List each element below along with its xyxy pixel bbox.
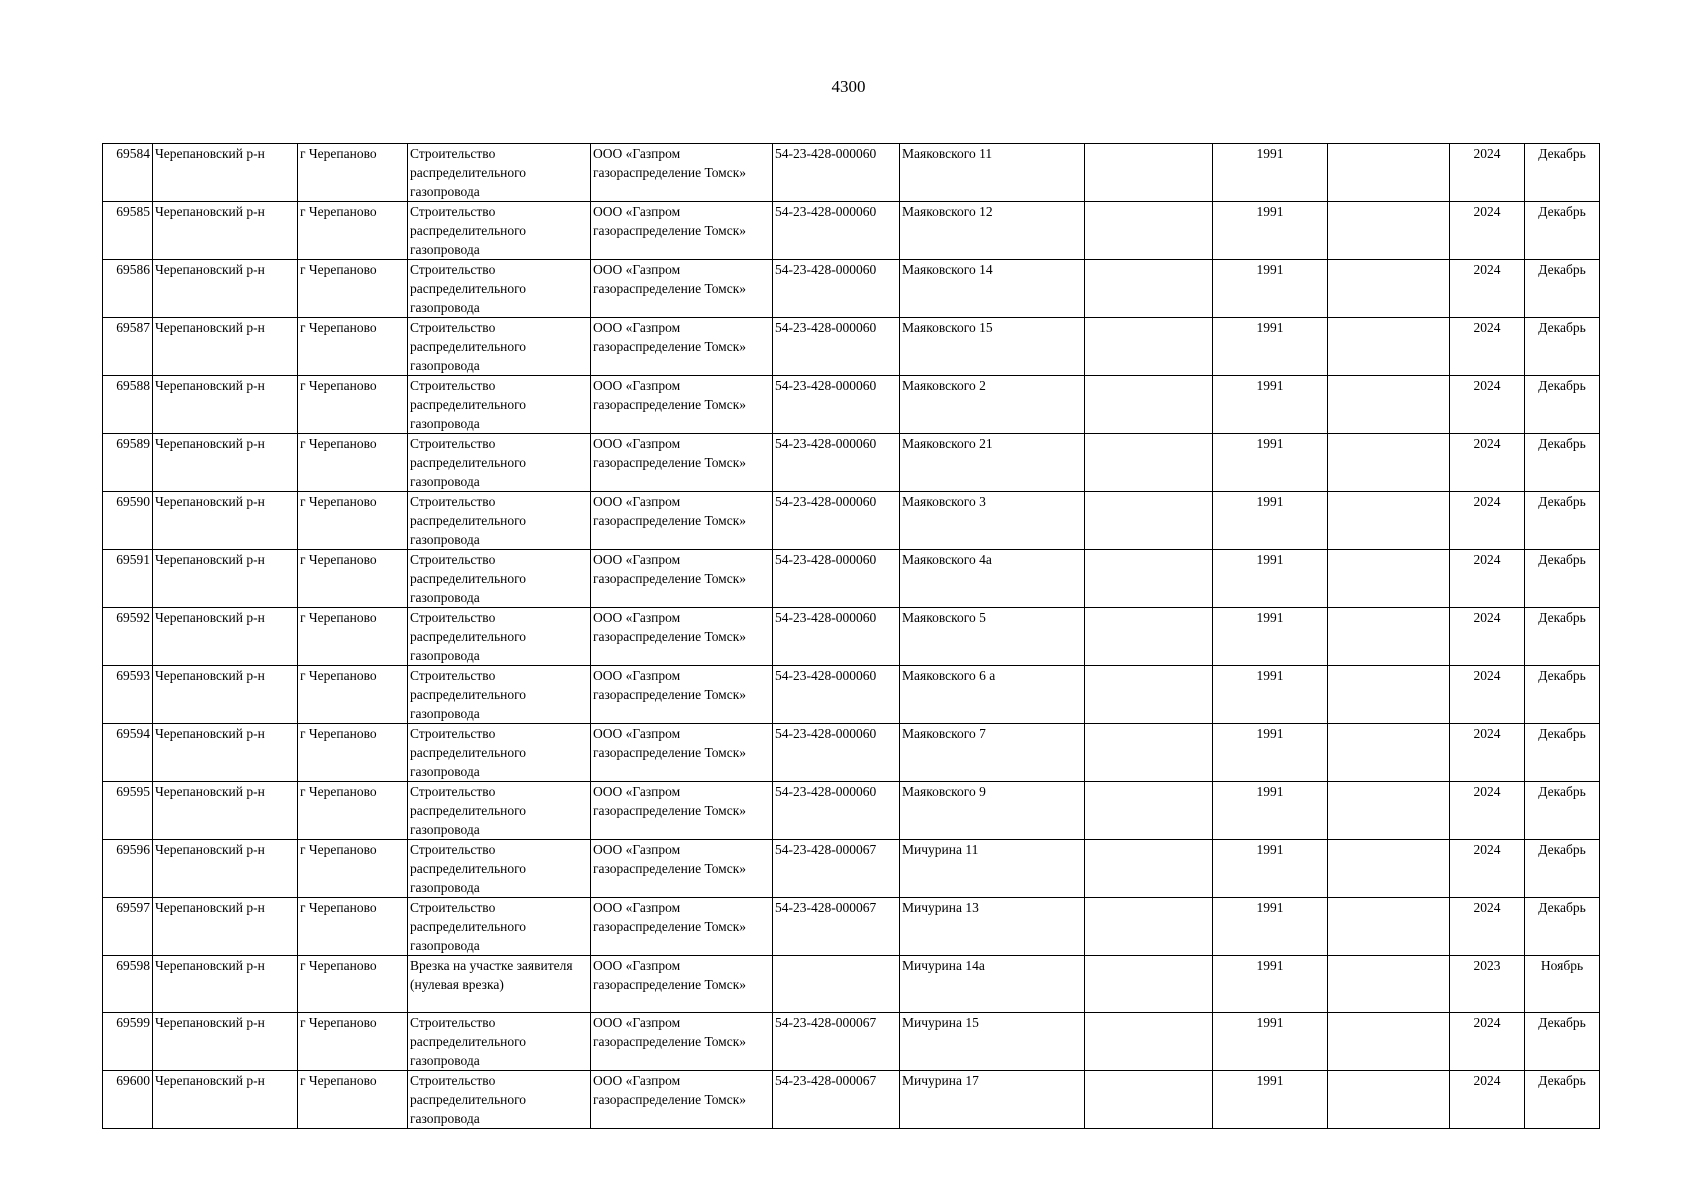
locality-cell: г Черепаново bbox=[298, 376, 408, 434]
object-code-cell: 54-23-428-000067 bbox=[773, 1071, 900, 1129]
empty-cell bbox=[1328, 666, 1450, 724]
table-row bbox=[103, 666, 1600, 724]
table-row bbox=[103, 1071, 1600, 1129]
work-type-cell: Строительство распределительного газопровода bbox=[408, 492, 591, 550]
page-number: 4300 bbox=[831, 77, 866, 96]
table-row bbox=[103, 1013, 1600, 1071]
empty-cell bbox=[1085, 144, 1213, 202]
year-cell: 1991 bbox=[1213, 260, 1328, 318]
locality-cell: г Черепаново bbox=[298, 492, 408, 550]
plan-year-cell: 2024 bbox=[1450, 666, 1525, 724]
empty-cell bbox=[1328, 898, 1450, 956]
empty-cell bbox=[1328, 608, 1450, 666]
empty-cell bbox=[1085, 492, 1213, 550]
object-code-cell: 54-23-428-000067 bbox=[773, 840, 900, 898]
work-type-cell: Строительство распределительного газопровода bbox=[408, 144, 591, 202]
row-number: 69599 bbox=[103, 1013, 153, 1071]
table-row bbox=[103, 898, 1600, 956]
empty-cell bbox=[1328, 724, 1450, 782]
district-cell: Черепановский р-н bbox=[153, 898, 298, 956]
object-code-cell bbox=[773, 956, 900, 1013]
address-cell: Маяковского 11 bbox=[900, 144, 1085, 202]
organization-cell: ООО «Газпром газораспределение Томск» bbox=[591, 202, 773, 260]
year-cell: 1991 bbox=[1213, 318, 1328, 376]
district-cell: Черепановский р-н bbox=[153, 434, 298, 492]
locality-cell: г Черепаново bbox=[298, 260, 408, 318]
empty-cell bbox=[1328, 260, 1450, 318]
work-type-cell: Строительство распределительного газопровода bbox=[408, 260, 591, 318]
organization-cell: ООО «Газпром газораспределение Томск» bbox=[591, 550, 773, 608]
organization-cell: ООО «Газпром газораспределение Томск» bbox=[591, 318, 773, 376]
empty-cell bbox=[1328, 144, 1450, 202]
table-row bbox=[103, 956, 1600, 1013]
plan-year-cell: 2024 bbox=[1450, 318, 1525, 376]
table-row bbox=[103, 492, 1600, 550]
row-number: 69590 bbox=[103, 492, 153, 550]
table-row bbox=[103, 260, 1600, 318]
year-cell: 1991 bbox=[1213, 666, 1328, 724]
month-cell: Декабрь bbox=[1525, 840, 1600, 898]
empty-cell bbox=[1328, 376, 1450, 434]
year-cell: 1991 bbox=[1213, 608, 1328, 666]
plan-year-cell: 2023 bbox=[1450, 956, 1525, 1013]
row-number: 69586 bbox=[103, 260, 153, 318]
plan-year-cell: 2024 bbox=[1450, 1071, 1525, 1129]
plan-year-cell: 2024 bbox=[1450, 376, 1525, 434]
row-number: 69593 bbox=[103, 666, 153, 724]
year-cell: 1991 bbox=[1213, 1013, 1328, 1071]
row-number: 69596 bbox=[103, 840, 153, 898]
object-code-cell: 54-23-428-000060 bbox=[773, 550, 900, 608]
locality-cell: г Черепаново bbox=[298, 956, 408, 1013]
empty-cell bbox=[1085, 318, 1213, 376]
month-cell: Декабрь bbox=[1525, 782, 1600, 840]
object-code-cell: 54-23-428-000060 bbox=[773, 202, 900, 260]
year-cell: 1991 bbox=[1213, 956, 1328, 1013]
table-row bbox=[103, 840, 1600, 898]
plan-year-cell: 2024 bbox=[1450, 782, 1525, 840]
organization-cell: ООО «Газпром газораспределение Томск» bbox=[591, 666, 773, 724]
table-row bbox=[103, 434, 1600, 492]
empty-cell bbox=[1085, 724, 1213, 782]
work-type-cell: Строительство распределительного газопровода bbox=[408, 1071, 591, 1129]
locality-cell: г Черепаново bbox=[298, 144, 408, 202]
address-cell: Мичурина 15 bbox=[900, 1013, 1085, 1071]
empty-cell bbox=[1085, 202, 1213, 260]
object-code-cell: 54-23-428-000060 bbox=[773, 608, 900, 666]
district-cell: Черепановский р-н bbox=[153, 202, 298, 260]
plan-year-cell: 2024 bbox=[1450, 434, 1525, 492]
table-row bbox=[103, 144, 1600, 202]
row-number: 69592 bbox=[103, 608, 153, 666]
empty-cell bbox=[1085, 782, 1213, 840]
row-number: 69595 bbox=[103, 782, 153, 840]
row-number: 69588 bbox=[103, 376, 153, 434]
object-code-cell: 54-23-428-000060 bbox=[773, 144, 900, 202]
empty-cell bbox=[1328, 1071, 1450, 1129]
object-code-cell: 54-23-428-000067 bbox=[773, 898, 900, 956]
organization-cell: ООО «Газпром газораспределение Томск» bbox=[591, 956, 773, 1013]
locality-cell: г Черепаново bbox=[298, 724, 408, 782]
year-cell: 1991 bbox=[1213, 434, 1328, 492]
row-number: 69584 bbox=[103, 144, 153, 202]
work-type-cell: Строительство распределительного газопровода bbox=[408, 376, 591, 434]
empty-cell bbox=[1085, 260, 1213, 318]
work-type-cell: Врезка на участке заявителя (нулевая врезка) bbox=[408, 956, 591, 1013]
empty-cell bbox=[1328, 956, 1450, 1013]
work-type-cell: Строительство распределительного газопровода bbox=[408, 202, 591, 260]
year-cell: 1991 bbox=[1213, 724, 1328, 782]
organization-cell: ООО «Газпром газораспределение Томск» bbox=[591, 1013, 773, 1071]
organization-cell: ООО «Газпром газораспределение Томск» bbox=[591, 782, 773, 840]
address-cell: Маяковского 4а bbox=[900, 550, 1085, 608]
organization-cell: ООО «Газпром газораспределение Томск» bbox=[591, 434, 773, 492]
object-code-cell: 54-23-428-000060 bbox=[773, 376, 900, 434]
empty-cell bbox=[1085, 376, 1213, 434]
plan-year-cell: 2024 bbox=[1450, 608, 1525, 666]
address-cell: Мичурина 13 bbox=[900, 898, 1085, 956]
year-cell: 1991 bbox=[1213, 898, 1328, 956]
address-cell: Маяковского 21 bbox=[900, 434, 1085, 492]
address-cell: Мичурина 11 bbox=[900, 840, 1085, 898]
locality-cell: г Черепаново bbox=[298, 1071, 408, 1129]
empty-cell bbox=[1085, 1071, 1213, 1129]
district-cell: Черепановский р-н bbox=[153, 840, 298, 898]
address-cell: Маяковского 6 а bbox=[900, 666, 1085, 724]
table-row bbox=[103, 318, 1600, 376]
district-cell: Черепановский р-н bbox=[153, 550, 298, 608]
work-type-cell: Строительство распределительного газопровода bbox=[408, 608, 591, 666]
organization-cell: ООО «Газпром газораспределение Томск» bbox=[591, 840, 773, 898]
work-type-cell: Строительство распределительного газопровода bbox=[408, 550, 591, 608]
empty-cell bbox=[1085, 666, 1213, 724]
empty-cell bbox=[1328, 434, 1450, 492]
plan-year-cell: 2024 bbox=[1450, 550, 1525, 608]
object-code-cell: 54-23-428-000067 bbox=[773, 1013, 900, 1071]
month-cell: Декабрь bbox=[1525, 608, 1600, 666]
district-cell: Черепановский р-н bbox=[153, 492, 298, 550]
locality-cell: г Черепаново bbox=[298, 840, 408, 898]
plan-year-cell: 2024 bbox=[1450, 840, 1525, 898]
table-row bbox=[103, 202, 1600, 260]
plan-year-cell: 2024 bbox=[1450, 1013, 1525, 1071]
row-number: 69585 bbox=[103, 202, 153, 260]
row-number: 69594 bbox=[103, 724, 153, 782]
address-cell: Маяковского 15 bbox=[900, 318, 1085, 376]
locality-cell: г Черепаново bbox=[298, 608, 408, 666]
locality-cell: г Черепаново bbox=[298, 666, 408, 724]
address-cell: Мичурина 14а bbox=[900, 956, 1085, 1013]
address-cell: Маяковского 9 bbox=[900, 782, 1085, 840]
organization-cell: ООО «Газпром газораспределение Томск» bbox=[591, 898, 773, 956]
organization-cell: ООО «Газпром газораспределение Томск» bbox=[591, 144, 773, 202]
empty-cell bbox=[1328, 840, 1450, 898]
row-number: 69587 bbox=[103, 318, 153, 376]
empty-cell bbox=[1328, 202, 1450, 260]
district-cell: Черепановский р-н bbox=[153, 666, 298, 724]
month-cell: Декабрь bbox=[1525, 318, 1600, 376]
month-cell: Декабрь bbox=[1525, 550, 1600, 608]
address-cell: Маяковского 12 bbox=[900, 202, 1085, 260]
locality-cell: г Черепаново bbox=[298, 1013, 408, 1071]
object-code-cell: 54-23-428-000060 bbox=[773, 666, 900, 724]
work-type-cell: Строительство распределительного газопровода bbox=[408, 434, 591, 492]
table-row bbox=[103, 724, 1600, 782]
address-cell: Маяковского 3 bbox=[900, 492, 1085, 550]
month-cell: Декабрь bbox=[1525, 144, 1600, 202]
table-row bbox=[103, 550, 1600, 608]
table-row bbox=[103, 608, 1600, 666]
address-cell: Мичурина 17 bbox=[900, 1071, 1085, 1129]
address-cell: Маяковского 2 bbox=[900, 376, 1085, 434]
year-cell: 1991 bbox=[1213, 202, 1328, 260]
row-number: 69589 bbox=[103, 434, 153, 492]
month-cell: Декабрь bbox=[1525, 1013, 1600, 1071]
organization-cell: ООО «Газпром газораспределение Томск» bbox=[591, 724, 773, 782]
district-cell: Черепановский р-н bbox=[153, 782, 298, 840]
year-cell: 1991 bbox=[1213, 550, 1328, 608]
empty-cell bbox=[1085, 1013, 1213, 1071]
plan-year-cell: 2024 bbox=[1450, 144, 1525, 202]
work-type-cell: Строительство распределительного газопровода bbox=[408, 724, 591, 782]
empty-cell bbox=[1328, 318, 1450, 376]
work-type-cell: Строительство распределительного газопровода bbox=[408, 898, 591, 956]
row-number: 69591 bbox=[103, 550, 153, 608]
empty-cell bbox=[1328, 550, 1450, 608]
district-cell: Черепановский р-н bbox=[153, 956, 298, 1013]
object-code-cell: 54-23-428-000060 bbox=[773, 782, 900, 840]
month-cell: Ноябрь bbox=[1525, 956, 1600, 1013]
plan-year-cell: 2024 bbox=[1450, 202, 1525, 260]
locality-cell: г Черепаново bbox=[298, 898, 408, 956]
year-cell: 1991 bbox=[1213, 144, 1328, 202]
object-code-cell: 54-23-428-000060 bbox=[773, 318, 900, 376]
work-type-cell: Строительство распределительного газопровода bbox=[408, 318, 591, 376]
locality-cell: г Черепаново bbox=[298, 434, 408, 492]
district-cell: Черепановский р-н bbox=[153, 260, 298, 318]
organization-cell: ООО «Газпром газораспределение Томск» bbox=[591, 492, 773, 550]
month-cell: Декабрь bbox=[1525, 202, 1600, 260]
empty-cell bbox=[1085, 434, 1213, 492]
table-row bbox=[103, 376, 1600, 434]
object-code-cell: 54-23-428-000060 bbox=[773, 492, 900, 550]
empty-cell bbox=[1328, 1013, 1450, 1071]
address-cell: Маяковского 14 bbox=[900, 260, 1085, 318]
month-cell: Декабрь bbox=[1525, 434, 1600, 492]
district-cell: Черепановский р-н bbox=[153, 144, 298, 202]
district-cell: Черепановский р-н bbox=[153, 608, 298, 666]
year-cell: 1991 bbox=[1213, 840, 1328, 898]
organization-cell: ООО «Газпром газораспределение Томск» bbox=[591, 260, 773, 318]
object-code-cell: 54-23-428-000060 bbox=[773, 260, 900, 318]
year-cell: 1991 bbox=[1213, 376, 1328, 434]
registry-rows bbox=[103, 144, 1600, 1129]
plan-year-cell: 2024 bbox=[1450, 724, 1525, 782]
district-cell: Черепановский р-н bbox=[153, 1071, 298, 1129]
organization-cell: ООО «Газпром газораспределение Томск» bbox=[591, 1071, 773, 1129]
locality-cell: г Черепаново bbox=[298, 318, 408, 376]
year-cell: 1991 bbox=[1213, 782, 1328, 840]
locality-cell: г Черепаново bbox=[298, 202, 408, 260]
empty-cell bbox=[1085, 956, 1213, 1013]
object-code-cell: 54-23-428-000060 bbox=[773, 434, 900, 492]
year-cell: 1991 bbox=[1213, 492, 1328, 550]
month-cell: Декабрь bbox=[1525, 898, 1600, 956]
organization-cell: ООО «Газпром газораспределение Томск» bbox=[591, 608, 773, 666]
plan-year-cell: 2024 bbox=[1450, 492, 1525, 550]
empty-cell bbox=[1085, 840, 1213, 898]
organization-cell: ООО «Газпром газораспределение Томск» bbox=[591, 376, 773, 434]
row-number: 69597 bbox=[103, 898, 153, 956]
empty-cell bbox=[1085, 898, 1213, 956]
empty-cell bbox=[1085, 550, 1213, 608]
locality-cell: г Черепаново bbox=[298, 550, 408, 608]
district-cell: Черепановский р-н bbox=[153, 318, 298, 376]
address-cell: Маяковского 7 bbox=[900, 724, 1085, 782]
month-cell: Декабрь bbox=[1525, 1071, 1600, 1129]
month-cell: Декабрь bbox=[1525, 724, 1600, 782]
plan-year-cell: 2024 bbox=[1450, 898, 1525, 956]
district-cell: Черепановский р-н bbox=[153, 376, 298, 434]
row-number: 69598 bbox=[103, 956, 153, 1013]
table-row bbox=[103, 782, 1600, 840]
locality-cell: г Черепаново bbox=[298, 782, 408, 840]
plan-year-cell: 2024 bbox=[1450, 260, 1525, 318]
registry-table bbox=[102, 143, 1600, 1129]
work-type-cell: Строительство распределительного газопровода bbox=[408, 1013, 591, 1071]
empty-cell bbox=[1328, 492, 1450, 550]
month-cell: Декабрь bbox=[1525, 492, 1600, 550]
address-cell: Маяковского 5 bbox=[900, 608, 1085, 666]
month-cell: Декабрь bbox=[1525, 260, 1600, 318]
year-cell: 1991 bbox=[1213, 1071, 1328, 1129]
month-cell: Декабрь bbox=[1525, 376, 1600, 434]
row-number: 69600 bbox=[103, 1071, 153, 1129]
empty-cell bbox=[1328, 782, 1450, 840]
object-code-cell: 54-23-428-000060 bbox=[773, 724, 900, 782]
work-type-cell: Строительство распределительного газопровода bbox=[408, 840, 591, 898]
district-cell: Черепановский р-н bbox=[153, 1013, 298, 1071]
month-cell: Декабрь bbox=[1525, 666, 1600, 724]
work-type-cell: Строительство распределительного газопровода bbox=[408, 666, 591, 724]
empty-cell bbox=[1085, 608, 1213, 666]
work-type-cell: Строительство распределительного газопровода bbox=[408, 782, 591, 840]
district-cell: Черепановский р-н bbox=[153, 724, 298, 782]
